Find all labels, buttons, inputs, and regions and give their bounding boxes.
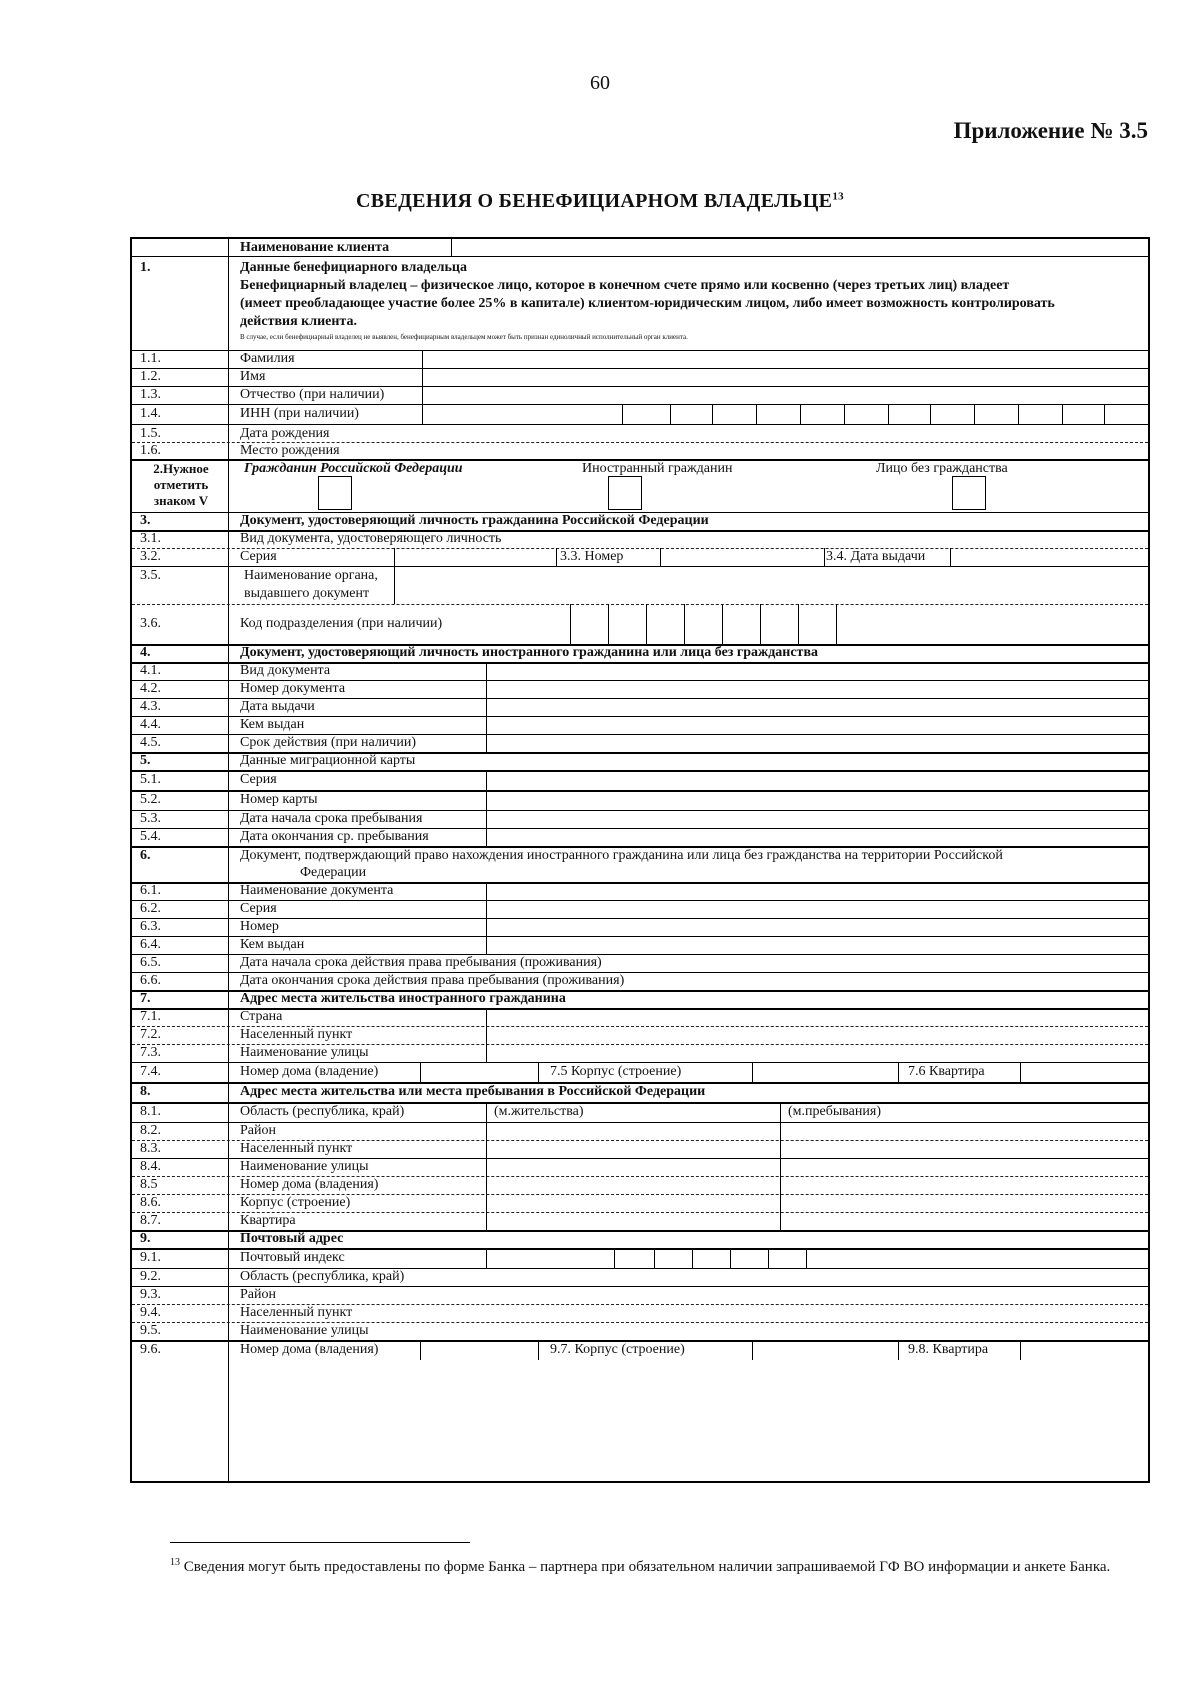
row-label: Фамилия [240,351,295,366]
row-label-line2: выдавшего документ [244,586,370,601]
section-1-definition-2: (имеет преобладающее участие более 25% в капитале) клиентом-юридическим лицом, либо имеет возможность контролировать [240,296,1055,311]
row-divider [486,662,487,680]
row-divider [486,1140,487,1158]
row-6-3 [132,918,1148,937]
row-label: Вид документа, удостоверяющего личность [240,531,502,546]
row-5-1 [132,770,1148,792]
row-num: 8.1. [140,1104,161,1119]
row-num: 5.2. [140,792,161,807]
row-divider [394,566,395,604]
row-divider [780,1158,781,1176]
row-divider [752,1062,753,1082]
inn-cell [974,404,975,424]
section-heading: Почтовый адрес [240,1231,344,1246]
row-label: Срок действия (при наличии) [240,735,416,750]
row-num: 4.2. [140,681,161,696]
row-4-2 [132,680,1148,699]
row-num: 8.3. [140,1141,161,1156]
row-label: Имя [240,369,266,384]
row-num: 4.1. [140,663,161,678]
row-num: 5.1. [140,772,161,787]
section-heading: Документ, удостоверяющий личность иностранного гражданина или лица без гражданства [240,645,818,660]
option-stateless-label: Лицо без гражданства [876,461,1008,476]
section-9-header [132,1230,1148,1250]
row-num: 7.2. [140,1027,161,1042]
row-num: 9.5. [140,1323,161,1338]
row-divider [422,368,423,386]
section-num: 5. [140,753,151,768]
title-footnote-mark: 13 [832,190,844,203]
row-divider [780,1212,781,1230]
code-cell [608,604,609,644]
row-8-5 [132,1176,1148,1195]
postcode-cell [654,1248,655,1268]
section-4-header [132,644,1148,664]
footnote-text: Сведения могут быть предоставлены по форме Банка – партнера при обязательном наличии запрашиваемой ГФ ВО информации и анкете Банка. [183,1559,1111,1575]
code-cell [760,604,761,644]
code-cell [836,604,837,644]
row-divider [556,548,557,566]
row-1-4 [132,404,1148,425]
row-label: Номер [240,919,279,934]
section-5-header [132,752,1148,772]
code-cell [570,604,571,644]
row-1-2 [132,368,1148,387]
code-cell [798,604,799,644]
row-7-1 [132,1008,1148,1027]
inn-cell [800,404,801,424]
section-heading: Данные миграционной карты [240,753,416,768]
row-label: Область (республика, край) [240,1269,405,1284]
section-1-definition-3: действия клиента. [240,314,357,329]
row-label: Отчество (при наличии) [240,387,385,402]
row-5-3 [132,810,1148,829]
inn-cell [422,404,423,424]
row-num: 8.7. [140,1213,161,1228]
row-divider [486,1176,487,1194]
row-label: Номер дома (владение) [240,1064,379,1079]
row-num: 1.1. [140,351,161,366]
row-num: 1.2. [140,369,161,384]
row-divider [824,548,825,566]
section-1-num: 1. [140,260,151,275]
row-num: 3.5. [140,568,161,583]
row-num: 1.5. [140,426,161,441]
row-label: Наименование документа [240,883,394,898]
row-label: Населенный пункт [240,1305,353,1320]
footnote [170,1552,1148,1578]
document-title [0,190,1200,213]
row-3-2 [132,548,1148,567]
section-8-header [132,1082,1148,1104]
row-divider [780,1122,781,1140]
row-label: Серия [240,772,277,787]
row-4-4 [132,716,1148,735]
option-rf-citizen-label: Гражданин Российской Федерации [244,461,463,476]
postcode-cell [806,1248,807,1268]
postcode-cell [486,1248,487,1268]
row-6-1 [132,882,1148,901]
section-num: 3. [140,513,151,528]
row-label: Квартира [240,1213,296,1228]
row-8-2 [132,1122,1148,1141]
row-3-1 [132,530,1148,549]
row-9-5 [132,1322,1148,1342]
row-divider [660,548,661,566]
row-num: 3.1. [140,531,161,546]
row-num: 6.1. [140,883,161,898]
row-num: 6.3. [140,919,161,934]
row-6-2 [132,900,1148,919]
row-divider [486,698,487,716]
section-num: 8. [140,1084,151,1099]
row-label: Дата выдачи [240,699,315,714]
client-name-label: Наименование клиента [240,240,390,255]
row-divider [898,1062,899,1082]
row-6-4 [132,936,1148,955]
row-divider [486,790,487,810]
row-divider [950,548,951,566]
row-label: ИНН (при наличии) [240,406,359,421]
section-1-definition-1: Бенефициарный владелец – физическое лицо, которое в конечном счете прямо или косвенно (через третьих лиц) владеет [240,278,1010,293]
inn-cell [670,404,671,424]
apartment-label: 7.6 Квартира [908,1064,985,1079]
row-label: Номер дома (владения) [240,1342,379,1357]
row-1-1 [132,350,1148,369]
row-divider [486,716,487,734]
row-label: Страна [240,1009,283,1024]
section-heading: Документ, удостоверяющий личность гражданина Российской Федерации [240,513,709,528]
row-num: 7.1. [140,1009,161,1024]
option-foreign-citizen-checkbox[interactable] [608,476,642,510]
row-num: 9.3. [140,1287,161,1302]
row-label: Серия [240,549,277,564]
row-num: 4.5. [140,735,161,750]
code-cell [684,604,685,644]
row-divider [422,350,423,368]
row-divider [486,1026,487,1044]
row-7-2 [132,1026,1148,1045]
row-divider [780,1140,781,1158]
section-7-header [132,990,1148,1010]
inn-cell [930,404,931,424]
row-num: 1.3. [140,387,161,402]
page-number: 60 [590,72,610,94]
row-divider [486,1008,487,1026]
code-cell [722,604,723,644]
row-divider [486,828,487,846]
row-num: 3.6. [140,616,161,631]
row-label: Номер дома (владения) [240,1177,379,1192]
section-heading: Адрес места жительства или места пребывания в Российской Федерации [240,1084,706,1099]
postcode-cell [730,1248,731,1268]
row-3-6 [132,604,1148,646]
row-4-1 [132,662,1148,681]
row-6-6 [132,972,1148,992]
row-label: Наименование улицы [240,1323,369,1338]
inn-cell [844,404,845,424]
section-heading-line1: Документ, подтверждающий право нахождения иностранного гражданина или лица без гражданства на территории Российской [240,848,1003,863]
postcode-cell [768,1248,769,1268]
row-divider [486,1122,487,1140]
row-divider [486,1158,487,1176]
row-num: 8.4. [140,1159,161,1174]
row-num: 8.5 [140,1177,158,1192]
row-9-3 [132,1286,1148,1305]
row-8-1 [132,1102,1148,1123]
row-label: Кем выдан [240,937,305,952]
row-num: 4.4. [140,717,161,732]
row-8-7 [132,1212,1148,1232]
beneficiary-form [130,237,1150,1483]
row-divider [486,734,487,752]
row-7-4 [132,1062,1148,1084]
row-label: Населенный пункт [240,1141,353,1156]
row-divider [486,1194,487,1212]
appendix-label: Приложение № 3.5 [953,118,1148,143]
row-label: Дата начала срока пребывания [240,811,423,826]
row-label: Вид документа [240,663,331,678]
issue-date-label: 3.4. Дата выдачи [826,549,926,564]
row-divider [780,1102,781,1122]
row-divider [486,810,487,828]
section-1-header [132,256,1148,351]
section-3-header [132,512,1148,532]
row-label: Почтовый индекс [240,1250,345,1265]
section-1-note: В случае, если бенефициарный владелец не выявлен, бенефициарным владельцем может быть признан единоличный исполнительный орган клиента. [240,333,688,341]
row-num: 5.3. [140,811,161,826]
row-num: 9.4. [140,1305,161,1320]
inn-cell [888,404,889,424]
row-num: 3.2. [140,549,161,564]
row-5-2 [132,790,1148,811]
inn-cell [712,404,713,424]
row-divider [752,1340,753,1360]
row-divider [486,882,487,900]
inn-cell [1062,404,1063,424]
row-num: 1.4. [140,406,161,421]
section-heading-line2: Федерации [300,865,367,880]
row-divider [486,770,487,790]
section-6-header [132,846,1148,884]
row-label: Место рождения [240,443,340,458]
row-label: Номер документа [240,681,346,696]
row-divider [1020,1062,1021,1082]
section-num: 7. [140,991,151,1006]
row-label: Серия [240,901,277,916]
option-rf-citizen-checkbox[interactable] [318,476,352,510]
row-label: Район [240,1287,276,1302]
section-2-num: 2.Нужное отметить знаком V [153,461,209,508]
row-num: 6.6. [140,973,161,988]
option-foreign-citizen-label: Иностранный гражданин [582,461,733,476]
row-label-line1: Наименование органа, [244,568,378,583]
building-label: 7.5 Корпус (строение) [550,1064,682,1079]
row-num: 6.5. [140,955,161,970]
row-divider [538,1340,539,1360]
row-label: Кем выдан [240,717,305,732]
inn-cell [1104,404,1105,424]
row-8-6 [132,1194,1148,1213]
row-divider [486,936,487,954]
row-6-5 [132,954,1148,973]
postcode-cell [692,1248,693,1268]
row-num: 4.3. [140,699,161,714]
title-text: СВЕДЕНИЯ О БЕНЕФИЦИАРНОМ ВЛАДЕЛЬЦЕ [356,190,833,212]
row-divider [1020,1340,1021,1360]
row-label: Дата рождения [240,426,330,441]
code-cell [646,604,647,644]
section-heading: Адрес места жительства иностранного гражданина [240,991,566,1006]
row-num: 6.4. [140,937,161,952]
row-1-5 [132,424,1148,443]
footnote-mark: 13 [170,1557,180,1568]
section-1-heading: Данные бенефициарного владельца [240,260,467,275]
row-divider [486,1212,487,1230]
row-num: 6.2. [140,901,161,916]
row-num: 5.4. [140,829,161,844]
row-8-3 [132,1140,1148,1159]
section-num: 4. [140,645,151,660]
row-divider [486,1102,487,1122]
row-8-4 [132,1158,1148,1177]
residence-column-label: (м.жительства) [494,1104,584,1119]
row-9-2 [132,1268,1148,1287]
number-label: 3.3. Номер [560,549,624,564]
row-label: Код подразделения (при наличии) [240,616,443,631]
row-divider [486,1044,487,1062]
row-label: Область (республика, край) [240,1104,405,1119]
postcode-cell [614,1248,615,1268]
row-label: Номер карты [240,792,318,807]
row-9-1 [132,1248,1148,1269]
row-num: 1.6. [140,443,161,458]
footnote-divider [170,1542,470,1543]
inn-cell [622,404,623,424]
row-label: Населенный пункт [240,1027,353,1042]
row-label: Наименование улицы [240,1045,369,1060]
row-num: 7.3. [140,1045,161,1060]
row-num: 9.6. [140,1342,161,1357]
building-label: 9.7. Корпус (строение) [550,1342,685,1357]
row-divider [486,900,487,918]
row-3-5 [132,566,1148,605]
row-label: Наименование улицы [240,1159,369,1174]
row-divider [780,1194,781,1212]
row-label: Дата окончания срока действия права пребывания (проживания) [240,973,625,988]
row-9-4 [132,1304,1148,1323]
row-num: 9.2. [140,1269,161,1284]
row-label: Район [240,1123,276,1138]
row-divider [538,1062,539,1082]
row-divider [780,1176,781,1194]
row-divider [898,1340,899,1360]
row-divider [420,1062,421,1082]
row-1-3 [132,386,1148,405]
inn-cell [1018,404,1019,424]
row-7-3 [132,1044,1148,1063]
row-divider [422,386,423,404]
row-9-6 [132,1340,1148,1360]
section-num: 9. [140,1231,151,1246]
stay-column-label: (м.пребывания) [788,1104,881,1119]
row-4-5 [132,734,1148,754]
row-label: Дата начала срока действия права пребывания (проживания) [240,955,602,970]
row-label: Дата окончания ср. пребывания [240,829,429,844]
section-2-citizenship [132,459,1148,513]
apartment-label: 9.8. Квартира [908,1342,989,1357]
client-name-divider [451,239,452,256]
row-4-3 [132,698,1148,717]
row-num: 7.4. [140,1064,161,1079]
row-5-4 [132,828,1148,848]
row-divider [420,1340,421,1360]
inn-cell [756,404,757,424]
row-num: 8.2. [140,1123,161,1138]
row-divider [486,680,487,698]
row-num: 9.1. [140,1250,161,1265]
row-divider [394,548,395,566]
row-label: Корпус (строение) [240,1195,351,1210]
section-num: 6. [140,848,151,863]
client-name-row [132,239,1148,257]
row-num: 8.6. [140,1195,161,1210]
option-stateless-checkbox[interactable] [952,476,986,510]
row-divider [486,918,487,936]
